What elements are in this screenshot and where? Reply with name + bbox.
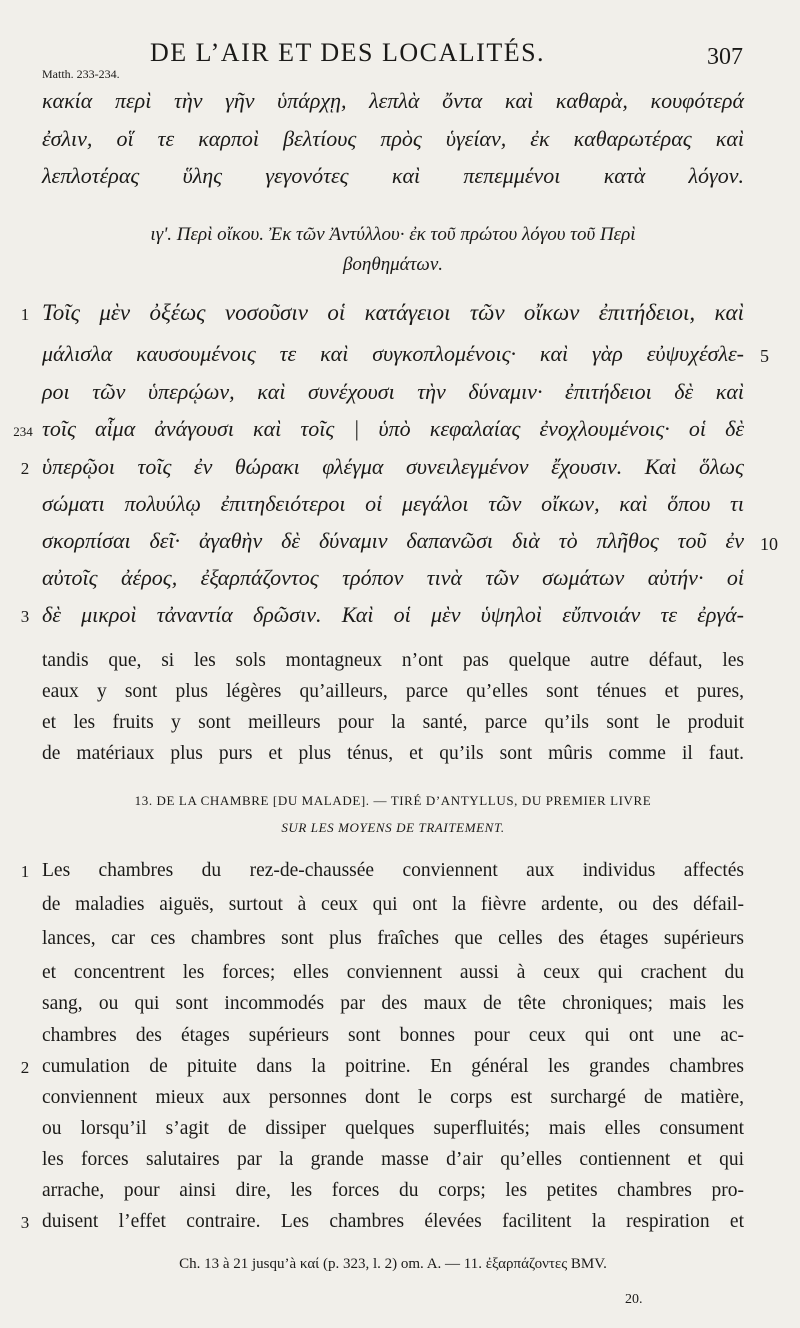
french-line: tandis que, si les sols montagneux n’ont pas quelque autre défaut, les (42, 650, 744, 671)
margin-line-number: 5 (760, 346, 769, 366)
french-line: conviennent mieux aux personnes dont le corps est surchargé de matière, (42, 1087, 744, 1108)
matthaei-reference: Matth. 233-234. (42, 67, 120, 81)
french-line: de maladies aiguës, surtout à ceux qui ont la fièvre ardente, ou des défail- (42, 894, 744, 915)
critical-apparatus-footnote: Ch. 13 à 21 jusqu’à καί (p. 323, l. 2) om. A. — 11. ἐξαρπάζοντες BMV. (179, 1256, 607, 1272)
french-line: chambres des étages supérieurs sont bonnes pour ceux qui ont une ac- (42, 1025, 744, 1046)
french-line: Les chambres du rez-de-chaussée conviennent aux individus affectés (42, 860, 744, 881)
french-line: ou lorsqu’il s’agit de dissiper quelques superfluités; mais elles consument (42, 1118, 744, 1139)
margin-section-number: 3 (20, 607, 30, 626)
greek-line: τοῖς αἷμα ἀνάγουσι καὶ τοῖς | ὑπὸ κεφαλαίας ἐνοχλουμένοις· οἱ δὲ (42, 416, 744, 441)
greek-line: ροι τῶν ὑπερῴων, καὶ συνέχουσι τὴν δύναμιν· ἐπιτήδειοι δὲ καὶ (42, 379, 744, 404)
french-line: duisent l’effet contraire. Les chambres élevées facilitent la respiration et (42, 1211, 744, 1232)
greek-line: μάλισλα καυσουμένοις τε καὶ συγκοπλομένοις· καὶ γὰρ εὐψυχέσλε- (42, 341, 744, 366)
greek-line: κακία περὶ τὴν γῆν ὑπάρχῃ, λεπλὰ ὄντα καὶ καθαρὰ, κουφότερά (42, 88, 744, 113)
french-line: et les fruits y sont meilleurs pour la santé, parce qu’ils sont le produit (42, 712, 744, 733)
printer-signature-mark: 20. (625, 1292, 643, 1307)
french-line: eaux y sont plus légères qu’ailleurs, parce qu’elles sont ténues et pures, (42, 681, 744, 702)
french-line: lances, car ces chambres sont plus fraîches que celles des étages supérieurs (42, 928, 744, 949)
french-line: arrache, pour ainsi dire, les forces du corps; les petites chambres pro- (42, 1180, 744, 1201)
greek-line: λεπλοτέρας ὕλης γεγονότες καὶ πεπεμμένοι κατὰ λόγον. (42, 163, 744, 188)
greek-line: δὲ μικροὶ τἀναντία δρῶσιν. Καὶ οἱ μὲν ὑψηλοὶ εὔπνοιάν τε ἐργά- (42, 602, 744, 627)
margin-section-number: 1 (20, 305, 30, 324)
french-line: de matériaux plus purs et plus ténus, et qu’ils sont mûris comme il faut. (42, 743, 744, 764)
greek-line: σώματι πολυύλῳ ἐπιτηδειότεροι οἱ μεγάλοι τῶν οἴκων, καὶ ὅπου τι (42, 491, 744, 516)
greek-chapter-heading-cont: βοηθημάτων. (342, 254, 444, 275)
french-line: sang, ou qui sont incommodés par des maux de tête chroniques; mais les (42, 993, 744, 1014)
french-line: cumulation de pituite dans la poitrine. En général les grandes chambres (42, 1056, 744, 1077)
greek-line: ὑπερῷοι τοῖς ἐν θώρακι φλέγμα συνειλεγμένον ἔχουσιν. Καὶ ὅλως (42, 454, 744, 479)
margin-page-number: 234 (13, 424, 33, 439)
french-chapter-heading-cont: SUR LES MOYENS DE TRAITEMENT. (281, 820, 505, 835)
greek-line: Τοῖς μὲν ὀξέως νοσοῦσιν οἱ κατάγειοι τῶν οἴκων ἐπιτήδειοι, καὶ (42, 300, 744, 325)
greek-chapter-heading: ιγʹ. Περὶ οἴκου. Ἐκ τῶν Ἀντύλλου· ἐκ τοῦ πρώτου λόγου τοῦ Περὶ (150, 224, 636, 245)
running-head-title: DE L’AIR ET DES LOCALITÉS. (150, 38, 546, 67)
margin-line-number: 10 (760, 534, 778, 554)
margin-section-number: 2 (20, 459, 30, 478)
french-line: et concentrent les forces; elles conviennent aussi à ceux qui crachent du (42, 962, 744, 983)
page-number: 307 (707, 44, 743, 70)
greek-line: σκορπίσαι δεῖ· ἀγαθὴν δὲ δύναμιν δαπανῶσι διὰ τὸ πλῆθος τοῦ ἐν (42, 528, 744, 553)
french-chapter-heading: 13. DE LA CHAMBRE [DU MALADE]. — TIRÉ D’ANTYLLUS, DU PREMIER LIVRE (134, 793, 652, 808)
margin-section-number: 2 (20, 1058, 30, 1077)
french-line: les forces salutaires par la grande masse d’air qu’elles contiennent et qui (42, 1149, 744, 1170)
margin-section-number: 1 (20, 862, 30, 881)
greek-line: αὐτοῖς ἀέρος, ἐξαρπάζοντος τρόπον τινὰ τῶν σωμάτων αὐτήν· οἱ (42, 565, 744, 590)
margin-section-number: 3 (20, 1213, 30, 1232)
greek-line: ἐσλιν, οἵ τε καρποὶ βελτίους πρὸς ὑγείαν, ἐκ καθαρωτέρας καὶ (42, 126, 744, 151)
